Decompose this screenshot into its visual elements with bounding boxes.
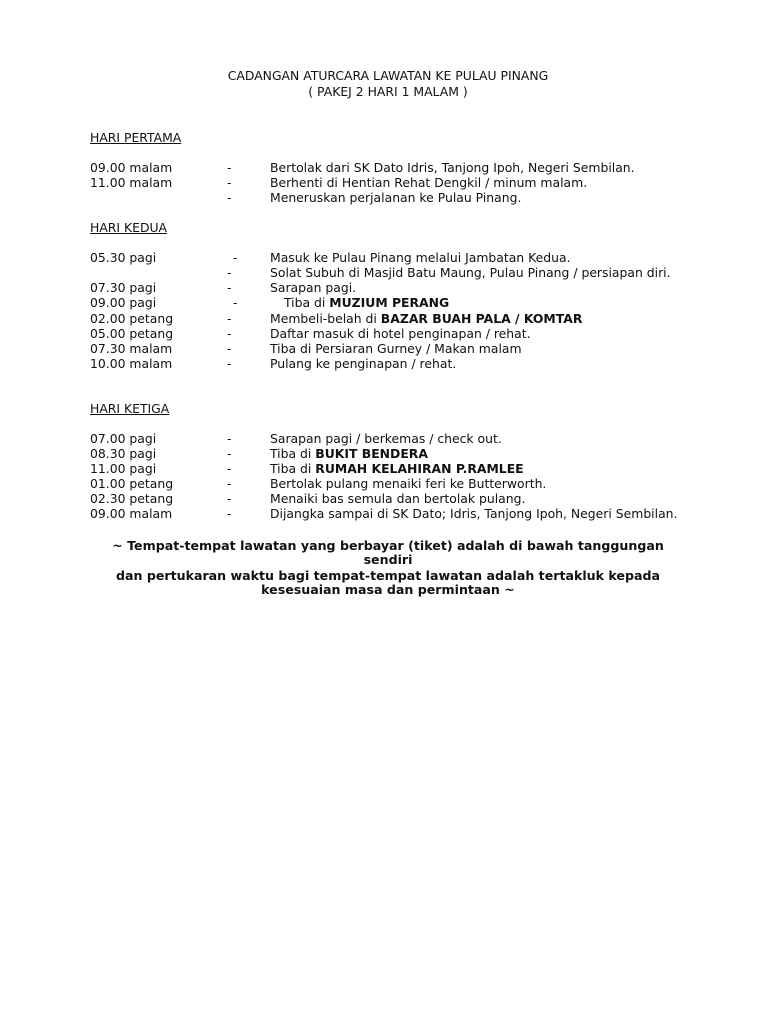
row-activity: Solat Subuh di Masjid Batu Maung, Pulau Pinang / persiapan diri. <box>270 265 671 280</box>
row-activity: Masuk ke Pulau Pinang melalui Jambatan Kedua. <box>270 250 571 265</box>
row-activity: Tiba di BUKIT BENDERA <box>270 446 428 461</box>
row-dash: - <box>227 476 232 491</box>
row-time: 02.30 petang <box>90 491 174 506</box>
note-line-3: dan pertukaran waktu bagi tempat-tempat lawatan adalah tertakluk kepada <box>115 568 660 583</box>
row-dash: - <box>227 461 232 476</box>
row-activity: Pulang ke penginapan / rehat. <box>270 356 457 371</box>
row-activity: Bertolak dari SK Dato Idris, Tanjong Ipoh, Negeri Sembilan. <box>270 160 635 175</box>
row-dash: - <box>227 190 232 205</box>
note-line-4: kesesuaian masa dan permintaan ~ <box>261 582 515 597</box>
row-activity: Sarapan pagi. <box>270 280 357 295</box>
row-time: 09.00 malam <box>90 506 173 521</box>
row-dash: - <box>227 311 232 326</box>
row-dash: - <box>227 265 232 280</box>
row-dash: - <box>227 341 232 356</box>
row-time: 07.30 malam <box>90 341 173 356</box>
day-heading-1: HARI PERTAMA <box>90 130 182 145</box>
document-title: CADANGAN ATURCARA LAWATAN KE PULAU PINANG <box>227 68 549 83</box>
row-time: 07.00 pagi <box>90 431 157 446</box>
row-activity: Meneruskan perjalanan ke Pulau Pinang. <box>270 190 522 205</box>
row-dash: - <box>227 160 232 175</box>
row-activity: Sarapan pagi / berkemas / check out. <box>270 431 502 446</box>
note-line-1: ~ Tempat-tempat lawatan yang berbayar (tiket) adalah di bawah tanggungan <box>112 538 664 553</box>
row-dash: - <box>233 250 238 265</box>
row-dash: - <box>227 326 232 341</box>
row-activity: Tiba di Persiaran Gurney / Makan malam <box>270 341 522 356</box>
row-time: 07.30 pagi <box>90 280 157 295</box>
row-dash: - <box>227 506 232 521</box>
row-activity: Dijangka sampai di SK Dato; Idris, Tanjong Ipoh, Negeri Sembilan. <box>270 506 678 521</box>
row-activity: Membeli-belah di BAZAR BUAH PALA / KOMTAR <box>270 311 583 326</box>
row-time: 05.00 petang <box>90 326 174 341</box>
row-activity: Tiba di MUZIUM PERANG <box>284 295 450 310</box>
row-dash: - <box>227 356 232 371</box>
row-dash: - <box>227 431 232 446</box>
document-subtitle: ( PAKEJ 2 HARI 1 MALAM ) <box>308 84 468 99</box>
row-dash: - <box>227 280 232 295</box>
day-heading-2: HARI KEDUA <box>90 220 168 235</box>
row-time: 01.00 petang <box>90 476 174 491</box>
row-activity: Daftar masuk di hotel penginapan / rehat. <box>270 326 531 341</box>
row-dash: - <box>227 175 232 190</box>
row-dash: - <box>227 491 232 506</box>
row-time: 09.00 pagi <box>90 295 157 310</box>
row-activity: Menaiki bas semula dan bertolak pulang. <box>270 491 526 506</box>
row-time: 11.00 pagi <box>90 461 157 476</box>
row-time: 10.00 malam <box>90 356 173 371</box>
row-activity: Bertolak pulang menaiki feri ke Butterworth. <box>270 476 547 491</box>
day-heading-3: HARI KETIGA <box>90 401 170 416</box>
row-dash: - <box>233 295 238 310</box>
row-time: 05.30 pagi <box>90 250 157 265</box>
row-dash: - <box>227 446 232 461</box>
row-time: 02.00 petang <box>90 311 174 326</box>
note-line-2: sendiri <box>363 552 413 567</box>
row-time: 11.00 malam <box>90 175 173 190</box>
row-time: 08.30 pagi <box>90 446 157 461</box>
row-activity: Berhenti di Hentian Rehat Dengkil / minum malam. <box>270 175 588 190</box>
row-time: 09.00 malam <box>90 160 173 175</box>
row-activity: Tiba di RUMAH KELAHIRAN P.RAMLEE <box>270 461 524 476</box>
